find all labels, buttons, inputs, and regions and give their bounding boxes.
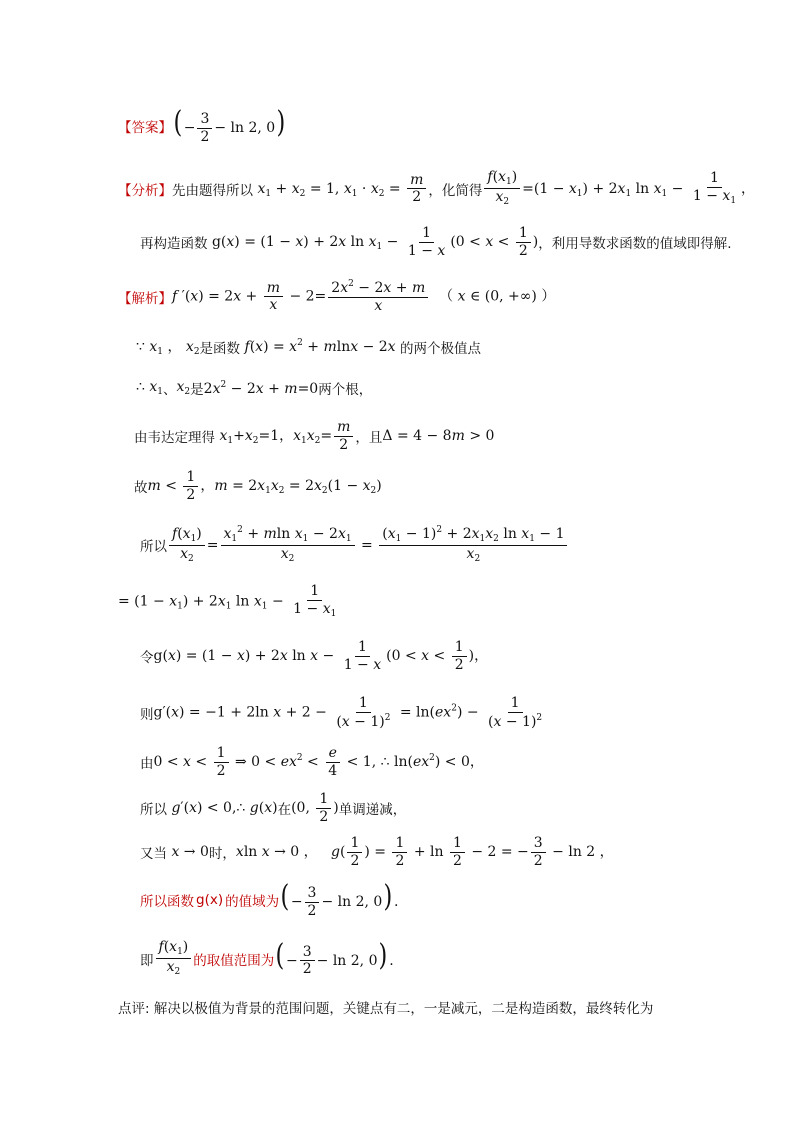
analysis-label: 【分析】 (118, 182, 172, 199)
analysis-text-1: 先由题得所以 (172, 182, 253, 199)
solution-line-5 (134, 470, 382, 502)
answer-label: 【答案】 (118, 120, 172, 137)
solution-line-11-text-c: 单调递减， (338, 802, 407, 819)
solution-line-3 (136, 378, 372, 398)
analysis-text-3: 再构造函数 (140, 236, 208, 253)
solution-line-4-text-a: 由韦达定理得 (134, 430, 215, 447)
analysis-line-1 (118, 170, 755, 208)
solution-line-2-formula-b: $f(x) = x^2 + mlnx - 2x$ (244, 338, 396, 355)
solution-line-10 (140, 746, 484, 778)
solution-line-3-formula-a: ∴ $x_1$ (136, 379, 163, 397)
solution-line-9 (140, 696, 547, 729)
solution-line-4-formula-b: Δ = 4 − 8m > 0 (382, 428, 495, 445)
solution-line-10-formula: 0 < x < $\frac{1}{2}$ ⇒ $0 < ex^2$ < $\frac{e}{4}$ < 1, ∴ $\ln(ex^2) < 0$， (153, 745, 484, 779)
solution-line-3-text-c: 两个根， (318, 382, 373, 398)
solution-line-12 (140, 836, 614, 868)
solution-line-4-formula-a: $x_1+x_2=1$，$x_1x_2=$ $\frac{m}{2}$ (215, 420, 355, 452)
solution-line-2-text-a: 是函数 (199, 340, 241, 357)
solution-line-13-text-a: 所以函数 (140, 894, 194, 911)
solution-line-8 (140, 640, 488, 672)
solution-line-13-text-c: 的值域为 (225, 894, 280, 911)
solution-line-12-formula-b: xln x → 0 ， g( $\frac{1}{2}$ ) = $\frac{1}{2}$ + ln $\frac{1}{2}$ − 2 = − $\frac{3}{2}$ − ln 2 ， (235, 835, 614, 869)
solution-line-12-formula-a: x → 0 (171, 844, 209, 861)
answer-line (118, 105, 287, 145)
solution-line-11-text-b: 在 (277, 802, 292, 819)
solution-line-14-formula-b: (− $\frac{3}{2}$ − ln 2, 0). (275, 937, 394, 978)
solution-label: 【解析】 (118, 290, 172, 307)
solution-line-14-formula-a: $\frac{f(x_1)}{x_2}$ (154, 940, 194, 978)
analysis-formula-2: $\frac{f(x_1)}{x_2}$ $=(1 - x_1) + 2x_1$ $\ln x_1$ − $\frac{1}{1 - x_1}$ ， (482, 170, 755, 208)
solution-line-7 (118, 584, 341, 619)
solution-line-3-text-b: 是 (190, 382, 204, 398)
solution-derivative: f ′(x) = 2x + $\frac{m}{x}$ − 2= $\frac{2x^2 - 2x + m}{x}$ （ x ∈ (0, +∞) ） (172, 279, 556, 314)
solution-line-7-formula: = $(1 - x_1) + 2x_1$ $\ln x_1$ − $\frac{1}{1 - x_1}$ (118, 583, 337, 619)
solution-line-3-sep: 、 (163, 382, 177, 398)
solution-line-1 (118, 280, 555, 313)
solution-line-2-text-b: 的两个极值点 (400, 340, 482, 357)
solution-line-2-formula-a: ∵ $x_1$ ， $x_2$ (136, 339, 200, 357)
analysis-text-4: ，利用导数求函数的值域即得解. (538, 236, 732, 253)
solution-line-4-text-b: ，且 (355, 430, 383, 447)
analysis-formula-3: g(x) = (1 − x) + 2x $\ln x_1$ − $\frac{1}{1 - x}$ (0 < x < $\frac{1}{2}$ ) (207, 225, 539, 259)
answer-formula: (− $\frac{3}{2}$ − ln 2, 0) (173, 105, 286, 145)
solution-line-5-formula: m < $\frac{1}{2}$ ，$m = 2x_1x_2 = 2x_2(1 - x_2)$ (147, 469, 382, 503)
solution-line-13-gx: g(x) (196, 892, 224, 909)
analysis-formula-1: $x_1 + x_2 = 1$, $x_1 \cdot x_2$ = $\frac{m}{2}$ (253, 173, 428, 205)
solution-line-11-formula-b: (0, $\frac{1}{2}$ ) (291, 791, 339, 825)
analysis-line-2 (140, 226, 732, 258)
solution-line-4 (134, 420, 494, 452)
solution-line-6 (140, 526, 569, 565)
solution-line-6-text-a: 所以 (140, 539, 167, 556)
solution-line-13 (140, 879, 399, 919)
solution-line-10-text-a: 由 (140, 756, 154, 773)
solution-line-11-formula-a: g′(x) < 0,∴ g(x) (171, 800, 278, 817)
solution-line-14-text-b: 的取值范围为 (193, 952, 275, 969)
solution-line-3-formula-c: $2x^2 - 2x + m=0$ (203, 379, 319, 397)
solution-line-12-text-b: 时， (208, 846, 236, 863)
solution-line-14-text-a: 即 (140, 952, 154, 969)
solution-line-2 (136, 336, 481, 357)
comment-text: 点评: 解决以极值为背景的范围问题，关键点有二，一是减元，二是构造函数，最终转化为 (118, 1001, 654, 1017)
solution-line-6-formula: $\frac{f(x_1)}{x_2}$ = $\frac{x_1^2 + mln x_1 - 2x_1}{x_2}$ = $\frac{(x_1 - 1)^2 + 2x_1x_2 \ln x_1 - 1}{x_2}$ (167, 526, 569, 565)
solution-line-8-text-a: 令 (140, 650, 154, 667)
solution-line-13-formula: (− $\frac{3}{2}$ − ln 2, 0). (280, 879, 399, 919)
solution-line-9-formula: g′(x) = −1 + 2ln x + 2 − $\frac{1}{(x - 1)^2}$ = $\ln(ex^2)$ − $\frac{1}{(x - 1)^2}$ (153, 695, 543, 730)
solution-line-11-text-a: 所以 (140, 802, 167, 819)
solution-line-9-text-a: 则 (140, 706, 154, 723)
solution-line-3-formula-b: $x_2$ (176, 379, 191, 397)
solution-line-8-formula: g(x) = (1 − x) + 2x ln x − $\frac{1}{1 - x}$ (0 < x < $\frac{1}{2}$ )， (153, 639, 489, 673)
solution-line-14 (140, 937, 394, 978)
solution-line-11 (140, 792, 406, 824)
solution-line-12-text-a: 又当 (140, 846, 167, 863)
comment-line (118, 997, 653, 1017)
analysis-text-2: ，化简得 (428, 182, 483, 199)
solution-line-5-text-a: 故 (134, 480, 148, 497)
